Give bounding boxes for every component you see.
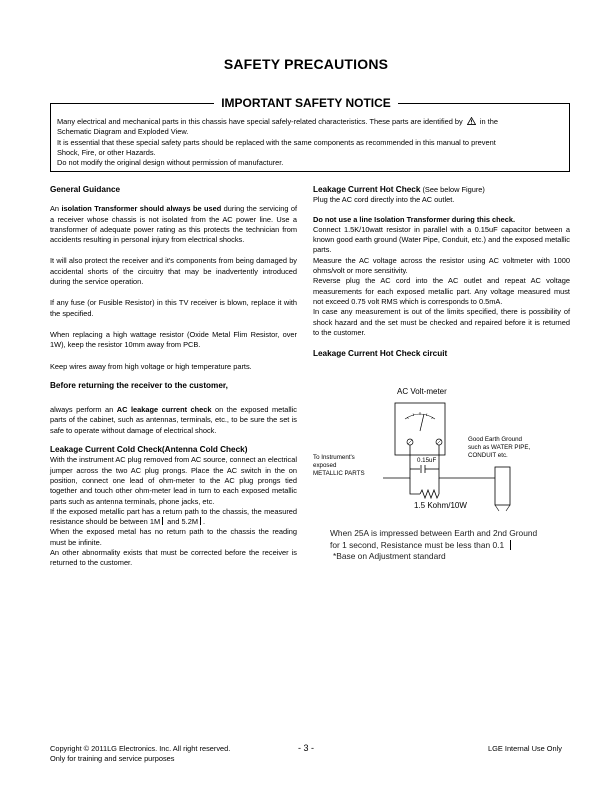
note-line-1: When 25A is impressed between Earth and 2nd Ground bbox=[330, 528, 538, 538]
notice-line-5: Do not modify the original design without permission of manufacturer. bbox=[57, 158, 284, 168]
cold-check-paragraph-2: If the exposed metallic part has a return path to the chassis, the measured resistance should be between 1M and 5.2M . bbox=[50, 506, 297, 527]
water-pipe bbox=[495, 467, 510, 505]
page-number: - 3 - bbox=[297, 743, 314, 753]
note-line-2: for 1 second, Resistance must be less than 0.1 bbox=[330, 539, 505, 550]
notice-line-1 bbox=[57, 117, 565, 127]
warning-triangle-icon bbox=[467, 117, 476, 125]
copyright-text: Copyright © 2011LG Electronics. Inc. All right reserved. bbox=[50, 744, 231, 753]
ground-label-3: CONDUIT etc. bbox=[468, 452, 508, 459]
wires-paragraph: Keep wires away from high voltage or high temperature parts. bbox=[50, 361, 252, 371]
resistor-wire-left bbox=[410, 478, 420, 494]
meter-needle bbox=[420, 414, 424, 431]
ohm-symbol-placeholder bbox=[510, 540, 511, 550]
hot-check-heading: Leakage Current Hot Check (See below Figure) bbox=[313, 185, 485, 194]
note-line-3: *Base on Adjustment standard bbox=[333, 551, 446, 561]
hot-check-reverse: Reverse plug the AC cord into the AC outlet and repeat AC voltage measurements for each exposed metallic part. Any voltage measured must not exceed 0.75 volt RMS which is corresponds to 0.5mA. bbox=[313, 276, 570, 306]
notice-line-3: It is essential that these special safety parts should be replaced with the same components as recommended in this manual to prevent bbox=[57, 137, 496, 147]
cold-check-paragraph-4: An other abnormality exists that must be corrected before the receiver is returned to the customer. bbox=[50, 548, 297, 568]
hot-check-connect: Connect 1.5K/10watt resistor in parallel with a 0.15uF capacitor between a known good earth ground (Water Pipe, Conduit, etc.) and the exposed metallic parts. bbox=[313, 224, 570, 255]
capacitor-label: 0.15uF bbox=[417, 457, 437, 464]
page-title: SAFETY PRECAUTIONS bbox=[223, 56, 389, 72]
meter-scale-ticks bbox=[407, 412, 433, 419]
ground-label-1: Good Earth Ground bbox=[468, 436, 523, 443]
notice-line-1b: in the bbox=[479, 117, 498, 126]
isolation-paragraph: An isolation Transformer should always be used during the servicing of a receiver whose chassis is not isolated from the AC power line. Use a transformer of adequate power rating as this protects the technician from accidents resulting in personal injury from electrical shocks. bbox=[50, 204, 298, 245]
ground-resistance-note bbox=[330, 528, 537, 563]
ac-leakage-paragraph: always perform an AC leakage current check on the exposed metallic parts of the cabinet, such as antennas, terminals, etc., to be sure the set is safe to operate without damage of electrical shock. bbox=[50, 405, 297, 435]
resistor-paragraph: When replacing a high wattage resistor (Oxide Metal Flim Resistor, over 1W), keep the resistor 10mm away from PCB. bbox=[50, 329, 297, 350]
instrument-label-2: exposed bbox=[313, 462, 337, 469]
notice-line-4: Shock, Fire, or other Hazards. bbox=[57, 147, 156, 157]
hot-check-case: In case any measurement is out of the limits specified, there is possibility of shock hazard and the set must be checked and repaired before it is returned to the customer. bbox=[313, 307, 570, 337]
internal-use-label: LGE Internal Use Only bbox=[488, 744, 562, 753]
instrument-label-1: To Instrument's bbox=[313, 454, 355, 461]
instrument-label-3: METALLIC PARTS bbox=[313, 470, 365, 477]
right-column bbox=[313, 185, 570, 359]
training-text: Only for training and service purposes bbox=[50, 753, 175, 763]
fuse-paragraph: If any fuse (or Fusible Resistor) in this TV receiver is blown, replace it with the specified. bbox=[50, 298, 297, 318]
notice-line-2: Schematic Diagram and Exploded View. bbox=[57, 127, 189, 137]
hot-check-measure: Measure the AC voltage across the resistor using AC voltmeter with 1000 ohms/volt or more sensitivity. bbox=[313, 255, 570, 276]
cold-check-paragraph-1: With the instrument AC plug removed from AC source, connect an electrical jumper across the two AC plug prongs. Place the AC switch in the on position, connect one lead of ohm-meter to the AC plug prongs tied together and touch other ohm-meter lead in turn to each exposed metallic parts such as antenna terminals, phone jacks, etc. bbox=[50, 455, 297, 506]
notice-title-wrap bbox=[0, 94, 612, 112]
resistor-label: 1.5 Kohm/10W bbox=[414, 501, 467, 510]
notice-line-1a: Many electrical and mechanical parts in this chassis have special safely-related characteristics. These parts are identified by bbox=[57, 117, 463, 126]
resistor-symbol bbox=[420, 490, 439, 498]
protection-paragraph: It will also protect the receiver and it's components from being damaged by accidental shorts of the circuitry that may be inadvertently introduced during the service operation. bbox=[50, 256, 297, 287]
voltmeter-box bbox=[395, 403, 445, 455]
before-returning-heading: Before returning the receiver to the customer, bbox=[50, 380, 228, 390]
notice-title: IMPORTANT SAFETY NOTICE bbox=[214, 96, 398, 110]
hot-check-circuit-diagram bbox=[313, 381, 570, 516]
ohm-symbol-placeholder bbox=[162, 517, 163, 525]
general-guidance-heading: General Guidance bbox=[50, 185, 121, 194]
notice-text bbox=[57, 117, 565, 168]
cold-check-paragraph-3: When the exposed metal has no return path to the chassis the reading must be infinite. bbox=[50, 527, 297, 547]
hot-check-warning: Do not use a line Isolation Transformer during this check. bbox=[313, 214, 516, 224]
hot-check-line-1: Plug the AC cord directly into the AC outlet. bbox=[313, 195, 455, 205]
hot-check-circuit-heading: Leakage Current Hot Check circuit bbox=[313, 349, 448, 359]
left-column bbox=[50, 185, 297, 569]
meter-label: AC Volt-meter bbox=[397, 387, 447, 396]
note-line-2-wrap bbox=[330, 540, 537, 552]
ground-label-2: such as WATER PIPE, bbox=[468, 444, 531, 451]
lead-wire-left bbox=[383, 445, 410, 478]
ohm-symbol-placeholder bbox=[200, 517, 201, 525]
cold-check-heading: Leakage Current Cold Check(Antenna Cold Check) bbox=[50, 445, 248, 455]
